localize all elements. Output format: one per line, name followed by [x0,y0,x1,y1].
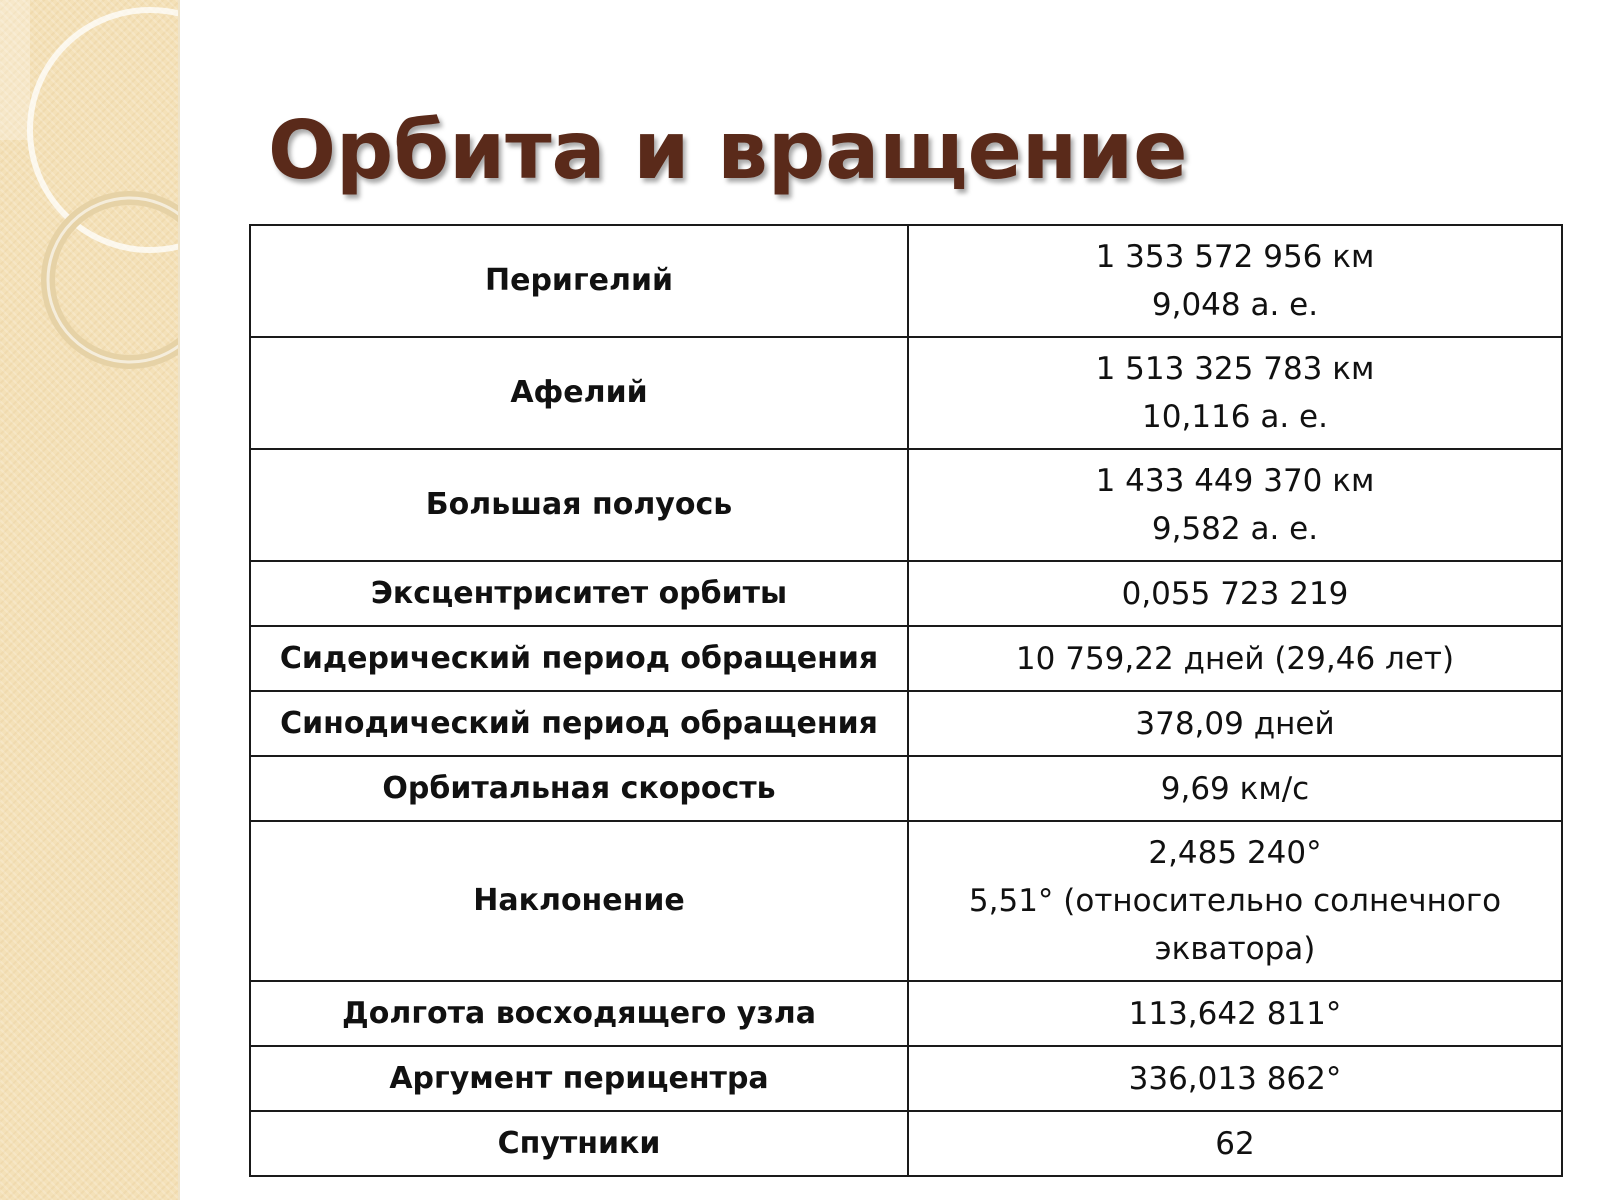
row-value [908,225,1562,337]
value-line: 1 433 449 370 км [1095,463,1375,499]
table-row [250,981,1562,1046]
decorative-side-panel [0,0,180,1200]
value-line: 1 513 325 783 км [1095,351,1375,387]
table-row [250,626,1562,691]
row-value [908,561,1562,626]
row-label: Спутники [250,1111,908,1176]
row-value [908,1046,1562,1111]
row-label: Сидерический период обращения [250,626,908,691]
row-label: Наклонение [250,821,908,981]
decorative-highlight [0,0,30,140]
value-line: 336,013 862° [1128,1060,1342,1097]
row-label: Афелий [250,337,908,449]
table-row [250,1111,1562,1176]
row-value [908,821,1562,981]
row-value [908,691,1562,756]
value-line: 1 353 572 956 км [1095,239,1375,275]
table-row [250,225,1562,337]
table-row [250,756,1562,821]
row-value [908,449,1562,561]
row-label: Перигелий [250,225,908,337]
value-line: 62 [1215,1125,1255,1162]
value-line: 378,09 дней [1135,705,1335,742]
table-row [250,691,1562,756]
decorative-rings [0,0,178,1200]
table-row [250,337,1562,449]
table-row [250,1046,1562,1111]
row-label: Долгота восходящего узла [250,981,908,1046]
row-label: Орбитальная скорость [250,756,908,821]
row-label: Синодический период обращения [250,691,908,756]
decorative-ring-outer [48,198,178,362]
table-row [250,821,1562,981]
value-line: 10,116 а. е. [1142,399,1328,435]
value-line: 10 759,22 дней (29,46 лет) [1015,640,1455,677]
decorative-ring-large [30,10,178,250]
value-line: 9,69 км/с [1160,770,1310,807]
row-label: Аргумент перицентра [250,1046,908,1111]
orbit-data-table [249,224,1563,1177]
value-line: 9,582 а. е. [1151,511,1319,547]
value-line: 113,642 811° [1128,995,1342,1032]
value-line: 0,055 723 219 [1121,575,1349,612]
table-row [250,449,1562,561]
row-value [908,626,1562,691]
row-value [908,756,1562,821]
row-value [908,1111,1562,1176]
value-line: 2,485 240° [1148,835,1322,871]
page-title: Орбита и вращение [268,104,1188,197]
row-label: Большая полуось [250,449,908,561]
value-line: экватора) [1154,931,1316,967]
table-row [250,561,1562,626]
row-value [908,337,1562,449]
value-line: 5,51° (относительно солнечного [968,883,1502,919]
row-value [908,981,1562,1046]
value-line: 9,048 а. е. [1151,287,1319,323]
row-label: Эксцентриситет орбиты [250,561,908,626]
